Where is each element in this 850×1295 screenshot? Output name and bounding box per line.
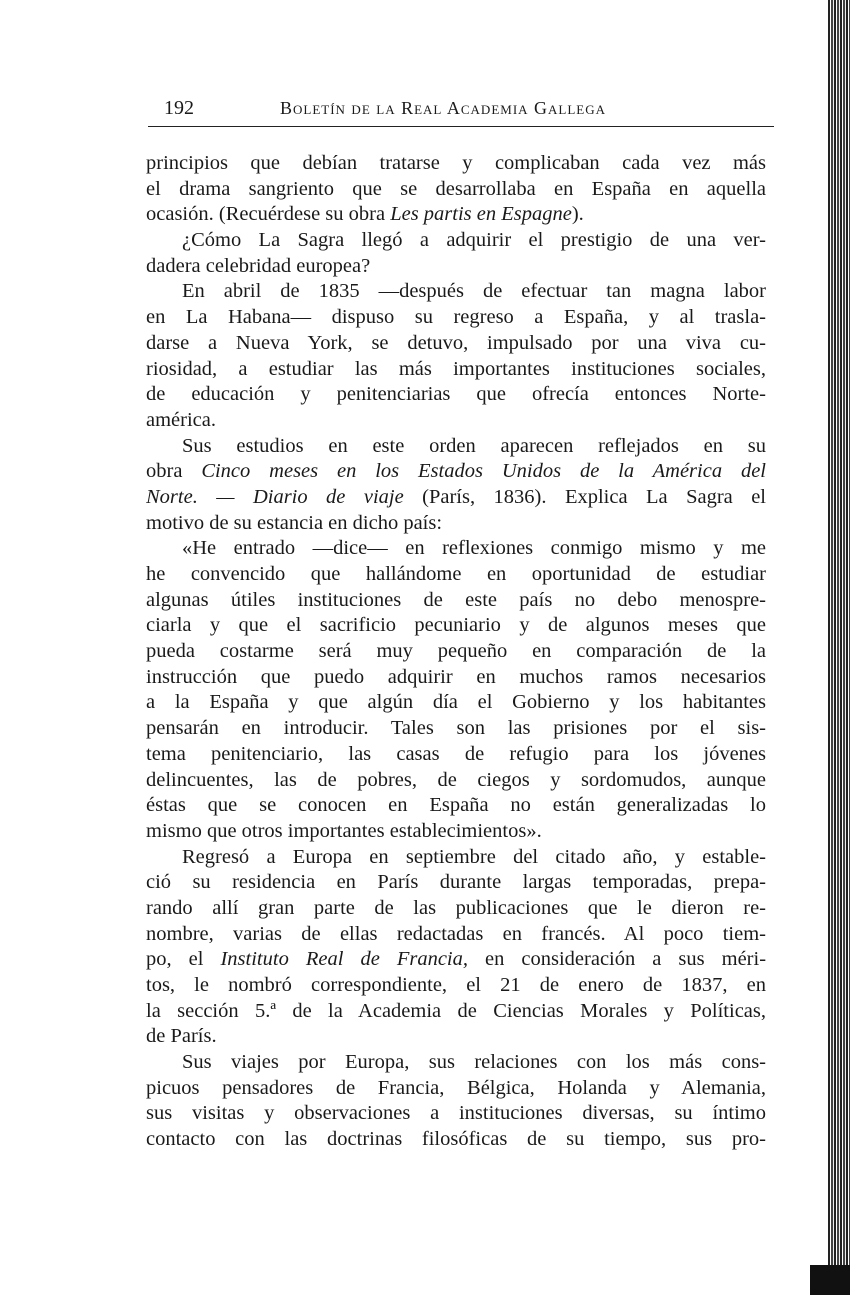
text-line <box>146 690 766 716</box>
text-segment: en La Habana— dispuso su regreso a España, y al trasla- <box>146 306 766 329</box>
text-segment: pensarán en introducir. Tales son las prisiones por el sis- <box>146 717 766 740</box>
text-segment: darse a Nueva York, se detuvo, impulsado por una viva cu- <box>146 331 766 354</box>
text-segment: el drama sangriento que se desarrollaba en España en aquella <box>146 177 766 200</box>
text-line <box>146 819 766 845</box>
paragraph <box>146 434 766 537</box>
text-segment: contacto con las doctrinas filosóficas de su tiempo, sus pro- <box>146 1128 766 1151</box>
text-segment: (París, 1836). Explica La Sagra el <box>403 485 766 508</box>
text-segment: pueda costarme será muy pequeño en comparación de la <box>146 640 766 663</box>
body-text <box>146 151 766 1153</box>
text-segment: motivo de su estancia en dicho país: <box>146 511 443 534</box>
text-line <box>146 793 766 819</box>
text-line <box>146 639 766 665</box>
text-line <box>146 357 766 383</box>
text-line <box>146 845 766 871</box>
text-segment: ). <box>571 203 584 226</box>
text-line <box>146 1127 766 1153</box>
text-segment: éstas que se conocen en España no están generalizadas lo <box>146 794 766 817</box>
text-segment: la sección 5.ª de la Academia de Ciencias Morales y Políticas, <box>146 999 766 1022</box>
paragraph <box>146 151 766 228</box>
text-segment: Regresó a Europa en septiembre del citado año, y estable- <box>182 845 766 868</box>
text-segment: Sus estudios en este orden aparecen reflejados en su <box>182 434 766 457</box>
text-segment: obra <box>146 460 202 483</box>
text-line <box>146 279 766 305</box>
text-segment: ciarla y que el sacrificio pecuniario y de algunos meses que <box>146 614 766 637</box>
text-line <box>146 459 766 485</box>
text-segment: delincuentes, las de pobres, de ciegos y sordomudos, aunque <box>146 768 766 791</box>
text-line <box>146 177 766 203</box>
text-line <box>146 228 766 254</box>
text-segment: ¿Cómo La Sagra llegó a adquirir el prestigio de una ver- <box>182 229 766 252</box>
italic-text: Norte. — Diario de viaje <box>146 485 404 508</box>
text-line <box>146 973 766 999</box>
text-segment: picuos pensadores de Francia, Bélgica, Holanda y Alemania, <box>146 1076 766 1099</box>
text-line <box>146 331 766 357</box>
book-edge-corner <box>810 1265 850 1295</box>
text-segment: sus visitas y observaciones a instituciones diversas, su íntimo <box>146 1102 766 1125</box>
text-line <box>146 947 766 973</box>
text-line <box>146 202 766 228</box>
text-segment: ocasión. (Recuérdese su obra <box>146 203 391 226</box>
text-segment: dadera celebridad europea? <box>146 254 371 277</box>
text-segment: tema penitenciario, las casas de refugio para los jóvenes <box>146 742 766 765</box>
text-line <box>146 536 766 562</box>
page-number: 192 <box>164 97 194 119</box>
text-line <box>146 999 766 1025</box>
paragraph <box>146 845 766 1051</box>
text-line <box>146 870 766 896</box>
text-segment: «He entrado —dice— en reflexiones conmigo mismo y me <box>182 537 766 560</box>
text-segment: riosidad, a estudiar las más importantes instituciones sociales, <box>146 357 766 380</box>
text-line <box>146 588 766 614</box>
text-segment: ció su residencia en París durante largas temporadas, prepa- <box>146 871 766 894</box>
text-segment: algunas útiles instituciones de este país no debo menospre- <box>146 588 766 611</box>
italic-text: Instituto Real de Francia, <box>220 948 468 971</box>
text-line <box>146 768 766 794</box>
paragraph <box>146 536 766 844</box>
text-segment: a la España y que algún día el Gobierno y los habitantes <box>146 691 766 714</box>
text-line <box>146 1024 766 1050</box>
header-rule <box>148 126 774 127</box>
text-line <box>146 562 766 588</box>
text-segment: de educación y penitenciarias que ofrecía entonces Norte- <box>146 383 766 406</box>
text-line <box>146 922 766 948</box>
running-title: Boletín de la Real Academia Gallega <box>280 98 607 118</box>
paragraph <box>146 228 766 279</box>
paragraph <box>146 279 766 433</box>
text-line <box>146 613 766 639</box>
text-line <box>146 434 766 460</box>
text-line <box>146 151 766 177</box>
text-line <box>146 665 766 691</box>
text-line <box>146 716 766 742</box>
text-line <box>146 511 766 537</box>
text-line <box>146 485 766 511</box>
book-edge <box>828 0 850 1295</box>
text-segment: instrucción que puedo adquirir en muchos ramos necesarios <box>146 665 766 688</box>
text-segment: En abril de 1835 —después de efectuar tan magna labor <box>182 280 766 303</box>
text-segment: mismo que otros importantes establecimientos». <box>146 819 542 842</box>
text-segment: po, el <box>146 948 221 971</box>
text-segment: de París. <box>146 1025 217 1048</box>
text-segment: rando allí gran parte de las publicaciones que le dieron re- <box>146 896 766 919</box>
text-segment: principios que debían tratarse y complicaban cada vez más <box>146 152 766 174</box>
text-line <box>146 1076 766 1102</box>
text-line <box>146 382 766 408</box>
text-line <box>146 742 766 768</box>
text-line <box>146 305 766 331</box>
italic-text: Les partis en Espagne <box>390 203 572 226</box>
text-segment: en consideración a sus méri- <box>468 948 766 971</box>
paragraph <box>146 1050 766 1153</box>
text-segment: américa. <box>146 408 216 431</box>
text-line <box>146 1050 766 1076</box>
text-line <box>146 408 766 434</box>
text-line <box>146 254 766 280</box>
text-segment: Sus viajes por Europa, sus relaciones con los más cons- <box>182 1051 766 1074</box>
text-line <box>146 896 766 922</box>
text-line <box>146 1101 766 1127</box>
text-segment: nombre, varias de ellas redactadas en francés. Al poco tiem- <box>146 922 766 945</box>
italic-text: Cinco meses en los Estados Unidos de la América del <box>201 460 766 483</box>
text-segment: he convencido que hallándome en oportunidad de estudiar <box>146 563 766 585</box>
text-segment: tos, le nombró correspondiente, el 21 de enero de 1837, en <box>146 974 766 996</box>
